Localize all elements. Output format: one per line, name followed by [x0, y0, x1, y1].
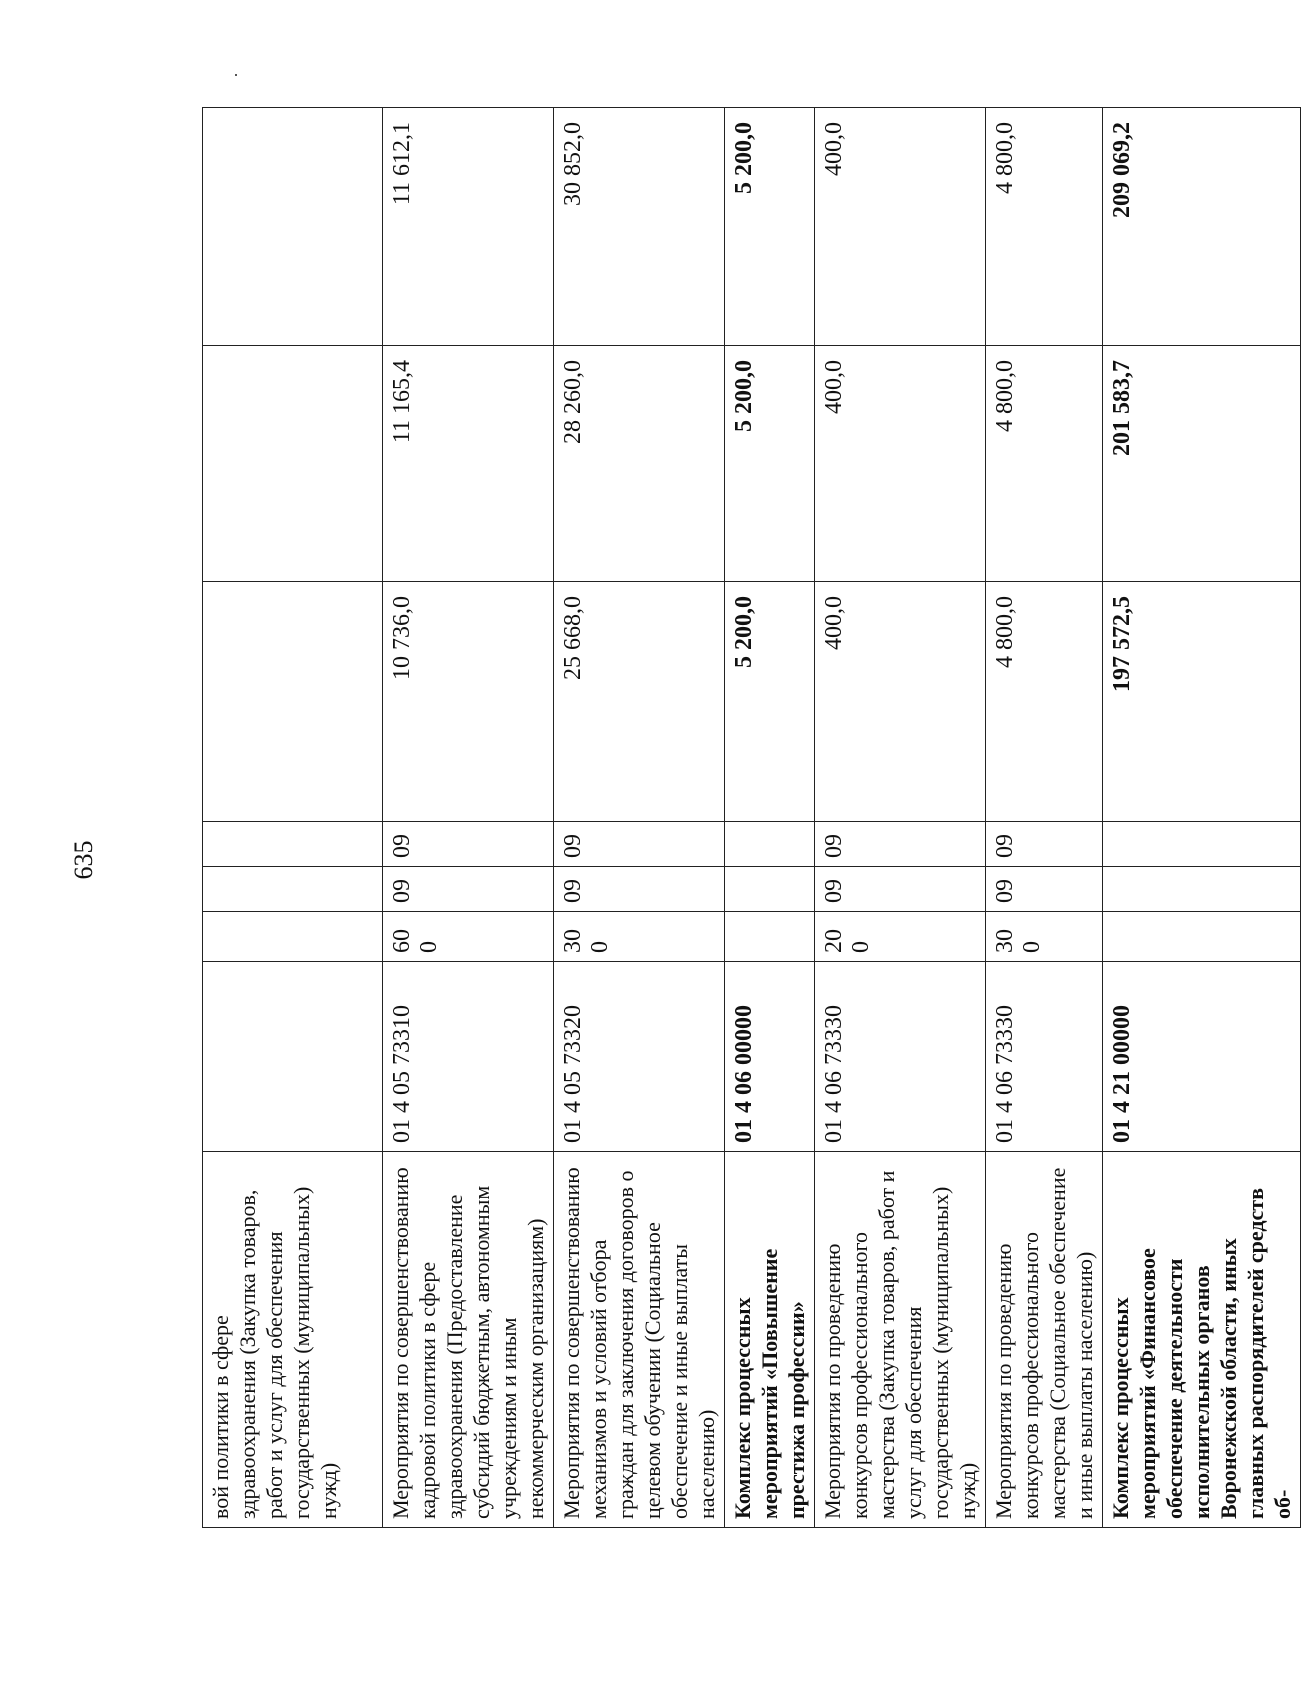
cell-pr	[725, 822, 815, 867]
cell-rz	[203, 867, 383, 912]
cell-rz: 09	[815, 867, 986, 912]
cell-year3: 209 069,2	[1103, 108, 1301, 346]
cell-name: Мероприятия по проведению конкурсов профессионального мастерства (Социальное обеспечение и иные выплаты населению)	[986, 1152, 1103, 1528]
cell-code: 01 4 05 73310	[383, 962, 554, 1152]
cell-year1: 400,0	[815, 582, 986, 822]
cell-pr: 09	[986, 822, 1103, 867]
cell-year2: 201 583,7	[1103, 346, 1301, 582]
cell-name: вой политики в сфере здравоохранения (Закупка товаров, работ и услуг для обеспечения государственных (муниципальных) нужд)	[203, 1152, 383, 1528]
cell-pr: 09	[383, 822, 554, 867]
cell-pr	[203, 822, 383, 867]
cell-year1	[203, 582, 383, 822]
cell-year1: 197 572,5	[1103, 582, 1301, 822]
cell-year2: 11 165,4	[383, 346, 554, 582]
table-row	[203, 108, 383, 1528]
table-row	[725, 108, 815, 1528]
scan-dot	[235, 74, 237, 76]
cell-rz: 09	[554, 867, 725, 912]
table-row	[815, 108, 986, 1528]
cell-vr	[203, 912, 383, 962]
cell-code	[203, 962, 383, 1152]
page-number: 635	[69, 840, 98, 880]
cell-year1: 10 736,0	[383, 582, 554, 822]
cell-rz	[1103, 867, 1301, 912]
cell-year2	[203, 346, 383, 582]
table-row	[1103, 108, 1301, 1528]
cell-vr	[725, 912, 815, 962]
cell-year1: 25 668,0	[554, 582, 725, 822]
table-body	[203, 108, 1301, 1528]
cell-vr: 300	[554, 912, 725, 962]
cell-code: 01 4 21 00000	[1103, 962, 1301, 1152]
cell-year3: 4 800,0	[986, 108, 1103, 346]
cell-code: 01 4 06 73330	[815, 962, 986, 1152]
cell-year3: 400,0	[815, 108, 986, 346]
cell-code: 01 4 05 73320	[554, 962, 725, 1152]
cell-year1: 4 800,0	[986, 582, 1103, 822]
budget-table	[202, 107, 1301, 1528]
cell-pr: 09	[815, 822, 986, 867]
cell-rz	[725, 867, 815, 912]
cell-year3: 11 612,1	[383, 108, 554, 346]
cell-vr	[1103, 912, 1301, 962]
cell-year3: 5 200,0	[725, 108, 815, 346]
cell-year2: 400,0	[815, 346, 986, 582]
cell-name: Комплекс процессных мероприятий «Повышение престижа профессии»	[725, 1152, 815, 1528]
cell-code: 01 4 06 73330	[986, 962, 1103, 1152]
cell-year2: 4 800,0	[986, 346, 1103, 582]
cell-name: Мероприятия по совершенствованию механизмов и условий отбора граждан для заключения договоров о целевом обучении (Социальное обеспечение и иные выплаты населению)	[554, 1152, 725, 1528]
cell-vr: 200	[815, 912, 986, 962]
cell-vr: 300	[986, 912, 1103, 962]
cell-rz: 09	[986, 867, 1103, 912]
table-row	[986, 108, 1103, 1528]
table-row	[383, 108, 554, 1528]
cell-pr	[1103, 822, 1301, 867]
cell-year2: 28 260,0	[554, 346, 725, 582]
cell-year3	[203, 108, 383, 346]
cell-rz: 09	[383, 867, 554, 912]
cell-year3: 30 852,0	[554, 108, 725, 346]
rotated-table-container	[202, 108, 1295, 1528]
cell-vr: 600	[383, 912, 554, 962]
cell-code: 01 4 06 00000	[725, 962, 815, 1152]
cell-name: Мероприятия по проведению конкурсов профессионального мастерства (Закупка товаров, работ и услуг для обеспечения государственных (муниципальных) нужд)	[815, 1152, 986, 1528]
cell-name: Комплекс процессных мероприятий «Финансовое обеспечение деятельности исполнительных органов Воронежской области, иных главных распорядителей средств об-	[1103, 1152, 1301, 1528]
cell-year2: 5 200,0	[725, 346, 815, 582]
cell-name: Мероприятия по совершенствованию кадровой политики в сфере здравоохранения (Предоставление субсидий бюджетным, автономным учреждениям и иным некоммерческим организациям)	[383, 1152, 554, 1528]
cell-pr: 09	[554, 822, 725, 867]
cell-year1: 5 200,0	[725, 582, 815, 822]
table-row	[554, 108, 725, 1528]
